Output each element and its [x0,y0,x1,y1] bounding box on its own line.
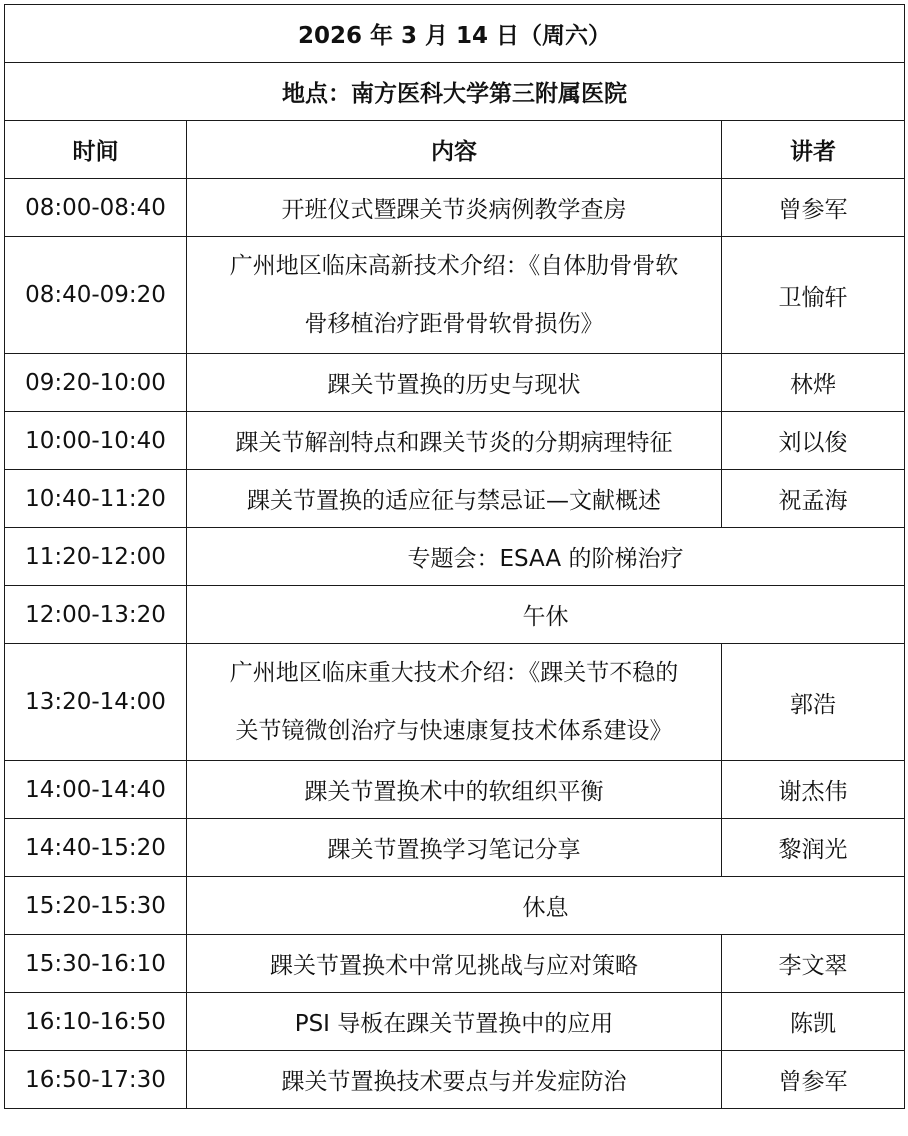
time-cell: 15:20-15:30 [5,877,187,935]
date-title: 2026 年 3 月 14 日（周六） [5,5,905,63]
speaker-cell: 黎润光 [722,819,905,877]
table-row [5,761,905,819]
content-cell: 踝关节置换术中的软组织平衡 [187,761,722,819]
speaker-cell: 林烨 [722,354,905,412]
time-cell: 15:30-16:10 [5,935,187,993]
table-row [5,935,905,993]
table-row [5,354,905,412]
speaker-cell: 刘以俊 [722,412,905,470]
time-cell: 10:40-11:20 [5,470,187,528]
column-header-content: 内容 [187,121,722,179]
time-cell: 10:00-10:40 [5,412,187,470]
content-cell: 踝关节解剖特点和踝关节炎的分期病理特征 [187,412,722,470]
speaker-cell: 曾参军 [722,1051,905,1109]
title-row [5,5,905,63]
time-cell: 08:00-08:40 [5,179,187,237]
content-cell: 踝关节置换学习笔记分享 [187,819,722,877]
table-row [5,179,905,237]
time-cell: 11:20-12:00 [5,528,187,586]
time-cell: 14:00-14:40 [5,761,187,819]
content-cell [187,644,722,761]
table-row [5,993,905,1051]
column-header-time: 时间 [5,121,187,179]
table-row [5,819,905,877]
table-row [5,470,905,528]
table-row [5,644,905,761]
content-cell: PSI 导板在踝关节置换中的应用 [187,993,722,1051]
content-line: 关节镜微创治疗与快速康复技术体系建设》 [235,718,673,744]
column-header-speaker: 讲者 [722,121,905,179]
schedule-table [4,4,905,1109]
venue-row [5,63,905,121]
table-row [5,586,905,644]
table-row [5,237,905,354]
speaker-cell: 谢杰伟 [722,761,905,819]
time-cell: 12:00-13:20 [5,586,187,644]
speaker-cell: 陈凯 [722,993,905,1051]
time-cell: 16:10-16:50 [5,993,187,1051]
speaker-cell: 李文翠 [722,935,905,993]
speaker-cell: 曾参军 [722,179,905,237]
time-cell: 13:20-14:00 [5,644,187,761]
venue-title: 地点：南方医科大学第三附属医院 [5,63,905,121]
time-cell: 08:40-09:20 [5,237,187,354]
column-header-row [5,121,905,179]
time-cell: 16:50-17:30 [5,1051,187,1109]
speaker-cell: 祝孟海 [722,470,905,528]
content-cell: 踝关节置换的历史与现状 [187,354,722,412]
content-cell: 踝关节置换的适应征与禁忌证—文献概述 [187,470,722,528]
speaker-cell: 郭浩 [722,644,905,761]
content-cell: 踝关节置换技术要点与并发症防治 [187,1051,722,1109]
content-cell: 开班仪式暨踝关节炎病例教学查房 [187,179,722,237]
time-cell: 09:20-10:00 [5,354,187,412]
content-line: 骨移植治疗距骨骨软骨损伤》 [304,311,604,337]
content-line: 广州地区临床重大技术介绍：《踝关节不稳的 [229,660,679,686]
table-row [5,1051,905,1109]
speaker-cell: 卫愉轩 [722,237,905,354]
content-cell: 休息 [187,877,905,935]
content-line: 广州地区临床高新技术介绍：《自体肋骨骨软 [229,253,679,279]
table-row [5,877,905,935]
time-cell: 14:40-15:20 [5,819,187,877]
table-row [5,412,905,470]
content-cell: 午休 [187,586,905,644]
content-cell: 踝关节置换术中常见挑战与应对策略 [187,935,722,993]
content-cell [187,237,722,354]
table-row [5,528,905,586]
content-cell: 专题会：ESAA 的阶梯治疗 [187,528,905,586]
